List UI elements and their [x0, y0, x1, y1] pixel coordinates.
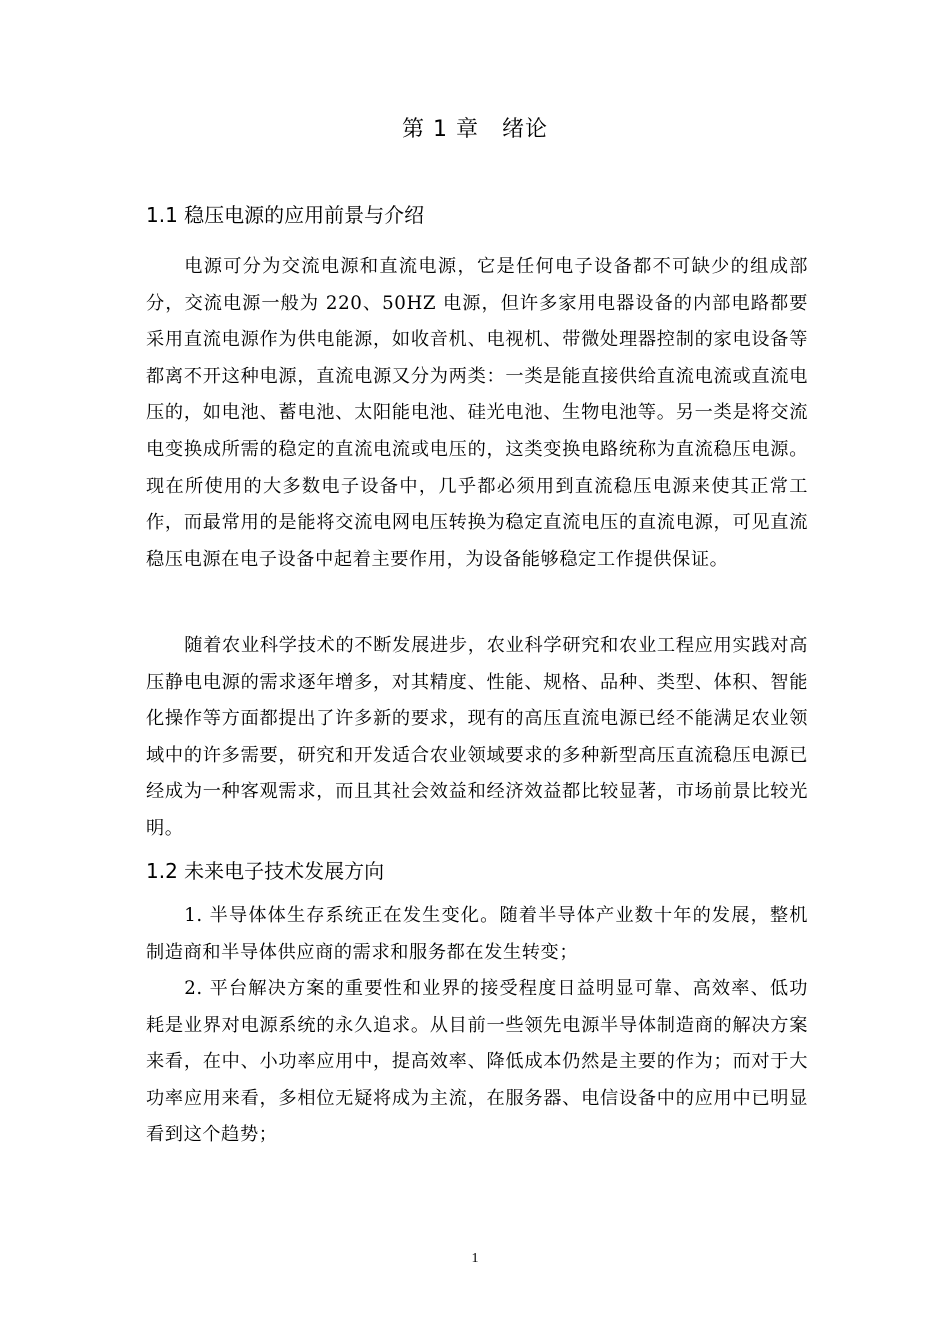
paragraph-item-1: 1. 半导体体生存系统正在发生变化。随着半导体产业数十年的发展，整机制造商和半导体供应商的需求和服务都在发生转变； [146, 905, 808, 963]
page-number: 1 [471, 1251, 479, 1266]
chapter-title: 第 1 章 绪论 [402, 117, 548, 142]
paragraph-power-supply-intro: 电源可分为交流电源和直流电源，它是任何电子设备都不可缺少的组成部分，交流电源一般为 220、50HZ 电源，但许多家用电器设备的内部电路都要采用直流电源作为供电能源，如收音机、电视机、带微处理器控制的家电设备等都离不开这种电源，直流电源又分为两类：一类是能直接供给直流电流或直流电压的，如电池、蓄电池、太阳能电池、硅光电池、生物电池等。另一类是将交流电变换成所需的稳定的直流电流或电压的，这类变换电路统称为直流稳压电源。现在所使用的大多数电子设备中，几乎都必须用到直流稳压电源来使其正常工作，而最常用的是能将交流电网电压转换为稳定直流电压的直流电源，可见直流稳压电源在电子设备中起着主要作用，为设备能够稳定工作提供保证。 [146, 256, 808, 570]
section-heading-1-1: 1.1 稳压电源的应用前景与介绍 [146, 203, 425, 227]
paragraph-agriculture-demand: 随着农业科学技术的不断发展进步，农业科学研究和农业工程应用实践对高压静电电源的需求逐年增多，对其精度、性能、规格、品种、类型、体积、智能化操作等方面都提出了许多新的要求，现有的高压直流电源已经不能满足农业领域中的许多需要，研究和开发适合农业领域要求的多种新型高压直流稳压电源已经成为一种客观需求，而且其社会效益和经济效益都比较显著，市场前景比较光明。 [146, 635, 808, 839]
paragraph-item-2: 2. 平台解决方案的重要性和业界的接受程度日益明显可靠、高效率、低功耗是业界对电源系统的永久追求。从目前一些领先电源半导体制造商的解决方案来看，在中、小功率应用中，提高效率、降低成本仍然是主要的作为；而对于大功率应用来看，多相位无疑将成为主流，在服务器、电信设备中的应用中已明显看到这个趋势； [146, 978, 808, 1146]
section-heading-1-2: 1.2 未来电子技术发展方向 [146, 859, 385, 883]
